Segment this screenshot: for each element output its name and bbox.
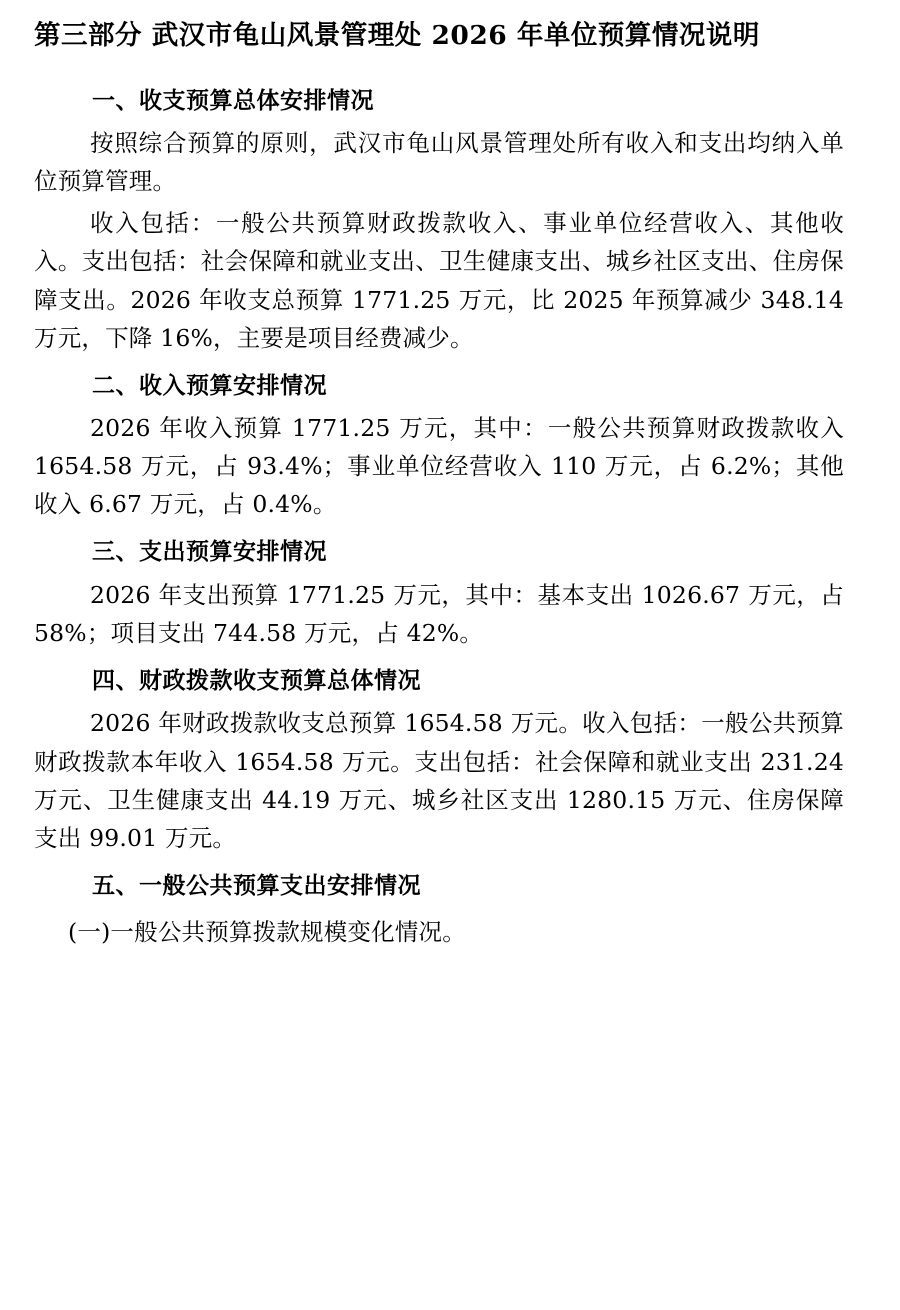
section-heading-2: 二、收入预算安排情况 [92,372,327,399]
section-heading-4: 四、财政拨款收支预算总体情况 [92,667,421,694]
section-3-paragraph-1: 2026 年支出预算 1771.25 万元，其中：基本支出 1026.67 万元，占 58%；项目支出 744.58 万元，占 42%。 [34,580,844,647]
section-heading-1: 一、收支预算总体安排情况 [92,87,374,114]
section-2-paragraph-1: 2026 年收入预算 1771.25 万元，其中：一般公共预算财政拨款收入 1654.58 万元，占 93.4%；事业单位经营收入 110 万元，占 6.2%；其他收入 6.67 万元，占 0.4%。 [34,414,844,519]
section-5-subheading-1: (一)一般公共预算拨款规模变化情况。 [68,918,466,947]
section-heading-5: 五、一般公共预算支出安排情况 [92,872,421,899]
page-title: 第三部分 武汉市龟山风景管理处 2026 年单位预算情况说明 [34,20,760,51]
section-1-paragraph-1: 按照综合预算的原则，武汉市龟山风景管理处所有收入和支出均纳入单位预算管理。 [34,129,844,196]
section-1-paragraph-2: 收入包括：一般公共预算财政拨款收入、事业单位经营收入、其他收入。支出包括：社会保障和就业支出、卫生健康支出、城乡社区支出、住房保障支出。2026 年收支总预算 1771.25 万元，比 2025 年预算减少 348.14 万元，下降 16%，主要是项目经费减少。 [34,209,844,352]
section-4-paragraph-1: 2026 年财政拨款收支总预算 1654.58 万元。收入包括：一般公共预算财政拨款本年收入 1654.58 万元。支出包括：社会保障和就业支出 231.24 万元、卫生健康支出 44.19 万元、城乡社区支出 1280.15 万元、住房保障支出 99.01 万元。 [34,709,844,852]
section-heading-3: 三、支出预算安排情况 [92,539,327,566]
